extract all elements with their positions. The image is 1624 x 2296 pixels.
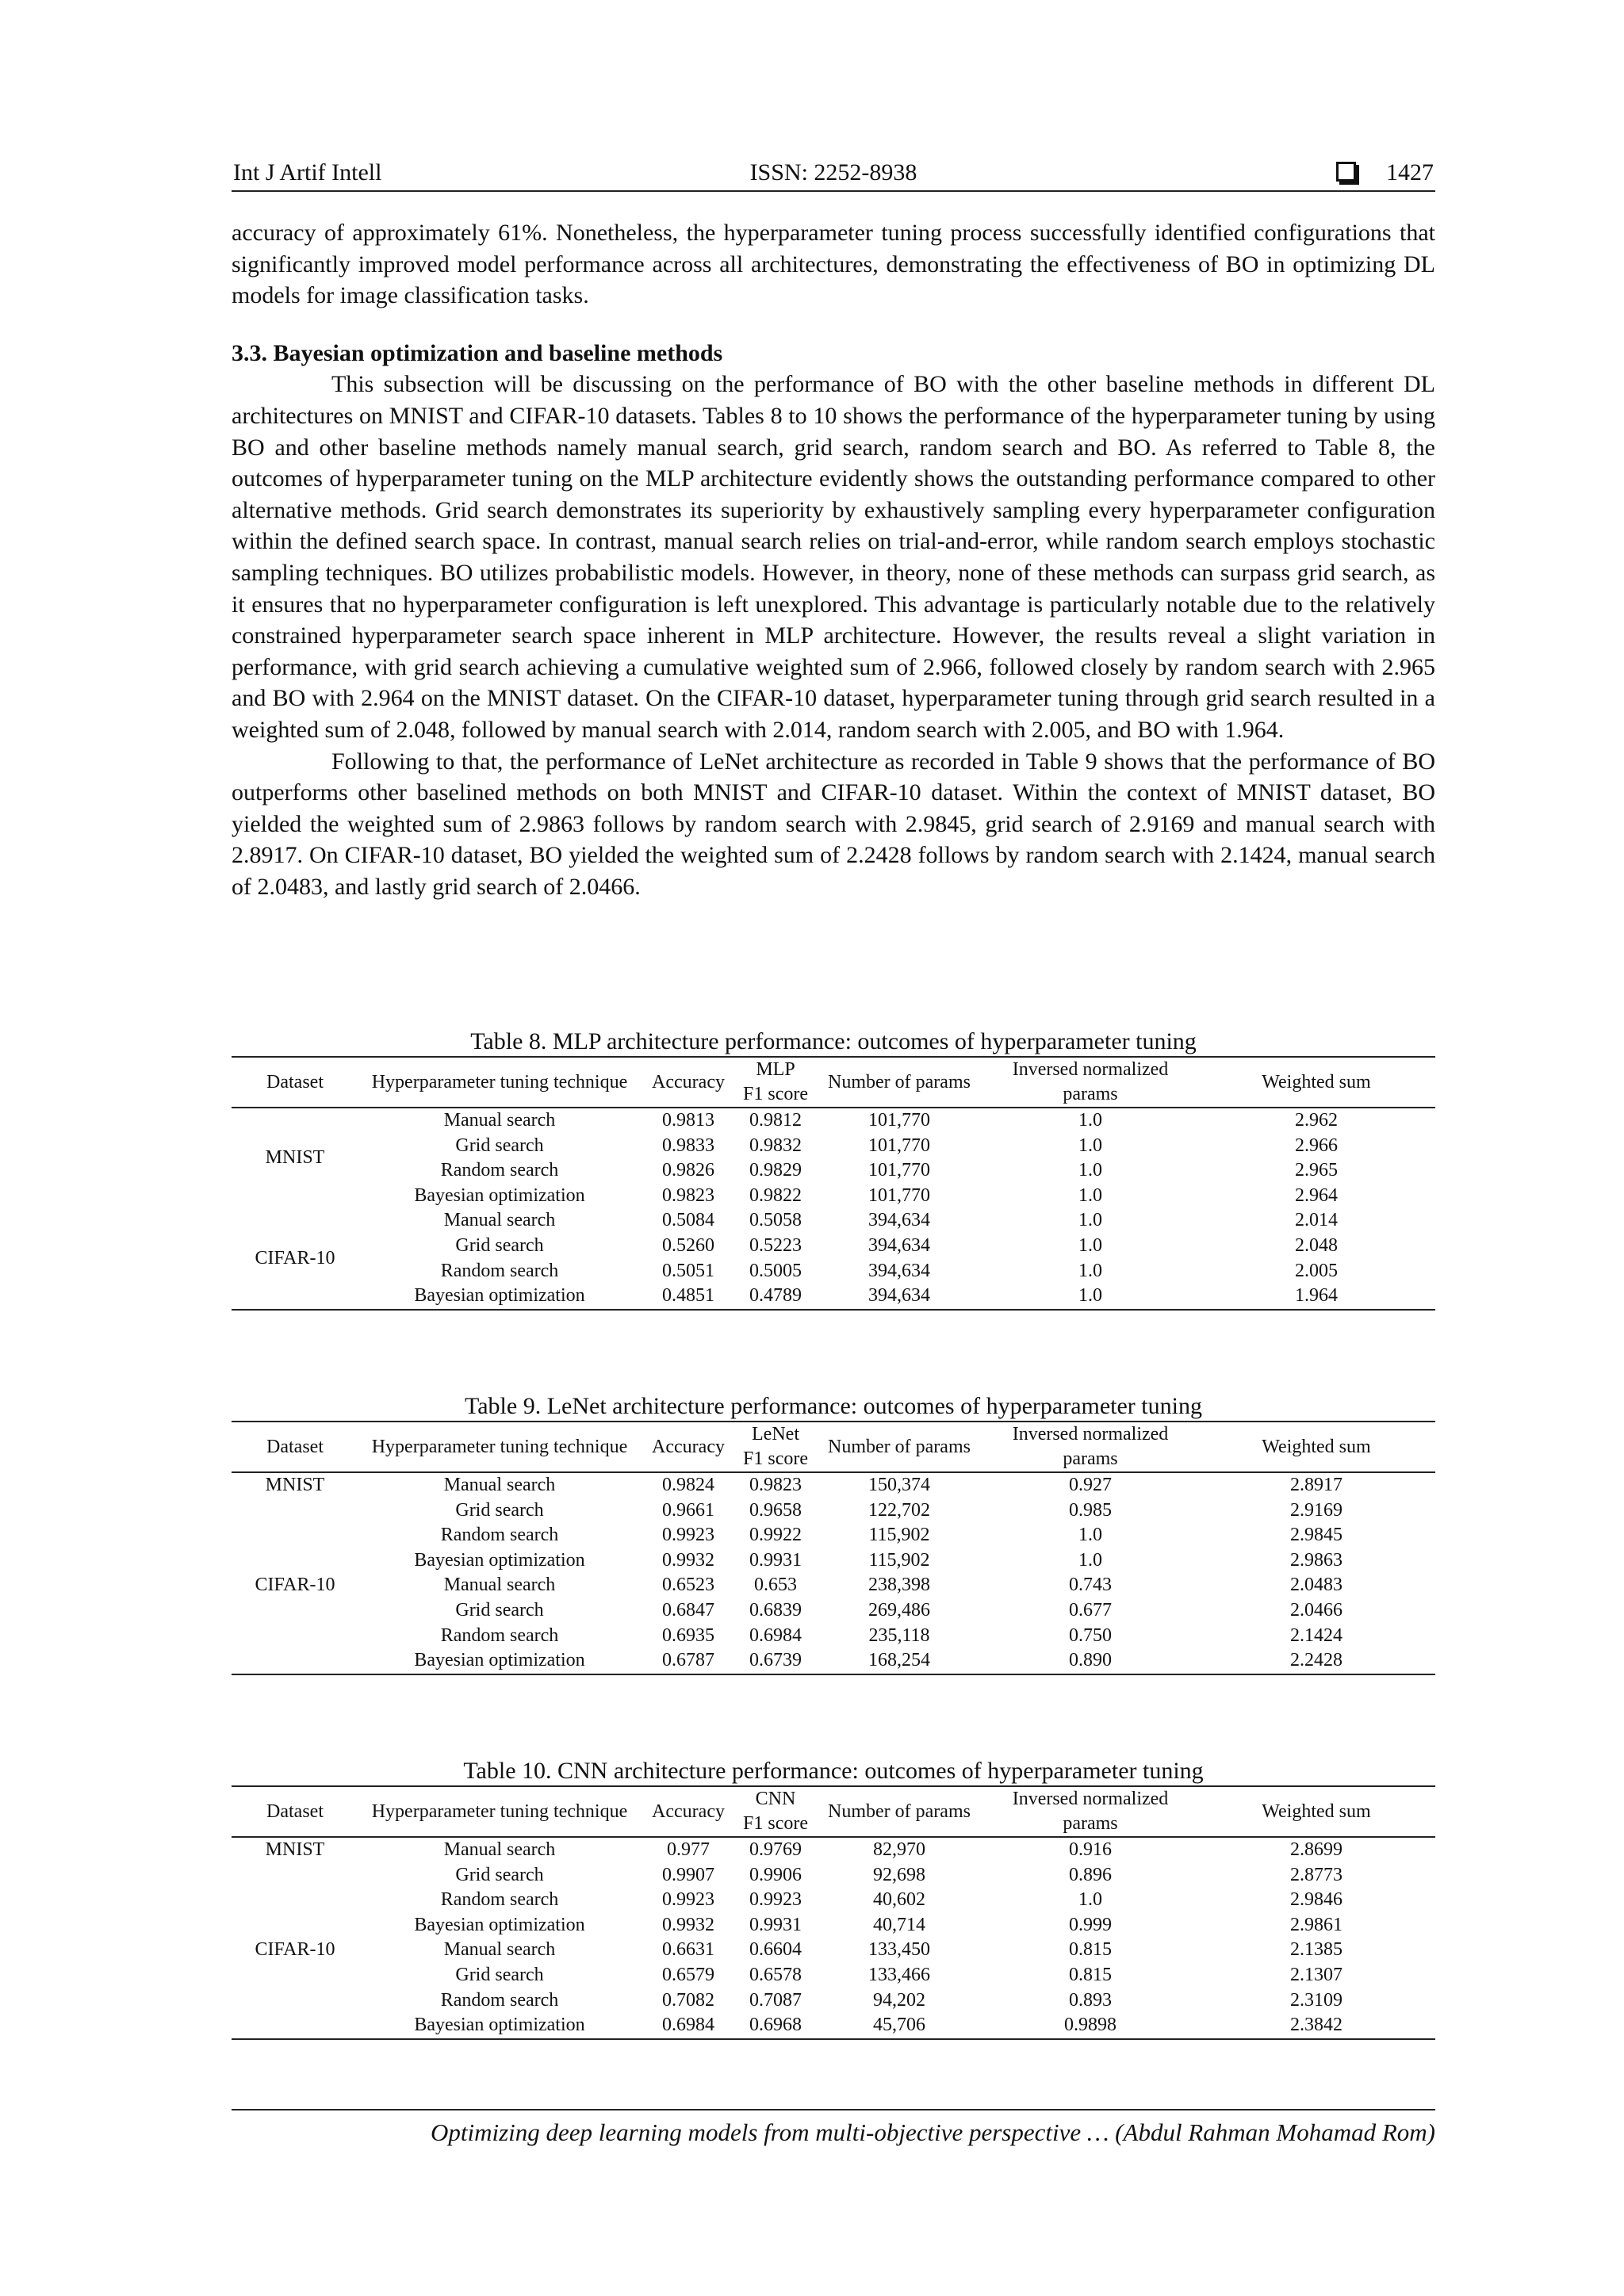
dataset-cell: MNIST — [265, 1839, 325, 1860]
cell: 1.0 — [1078, 1260, 1102, 1281]
dataset-cell: CIFAR-10 — [255, 1575, 335, 1596]
col-weighted-sum: Weighted sum — [1197, 1786, 1435, 1837]
cell: 115,902 — [868, 1525, 930, 1546]
cell: Grid search — [455, 1864, 544, 1885]
cell: 2.964 — [1295, 1184, 1338, 1206]
cell: 0.6984 — [662, 2015, 714, 2036]
table-row — [232, 1472, 1435, 1498]
cell: 0.9833 — [662, 1135, 714, 1156]
cell: 0.977 — [667, 1839, 710, 1860]
cell: 2.9169 — [1290, 1499, 1342, 1521]
table-row — [232, 1938, 1435, 1963]
dataset-cell: CIFAR-10 — [255, 1247, 335, 1269]
cell: 2.9863 — [1290, 1549, 1342, 1571]
cell: 122,702 — [868, 1499, 930, 1521]
col-weighted-sum: Weighted sum — [1197, 1057, 1435, 1108]
table-header-row — [232, 1057, 1435, 1108]
cell: 2.0483 — [1290, 1575, 1342, 1596]
cell: 40,602 — [873, 1889, 925, 1911]
cell: 0.743 — [1069, 1575, 1112, 1596]
cell: 2.9846 — [1290, 1889, 1342, 1911]
running-header — [232, 155, 1435, 192]
cell: 2.965 — [1295, 1160, 1338, 1181]
col-params: Number of params — [815, 1786, 983, 1837]
cell: 0.9922 — [749, 1525, 802, 1546]
cell: 2.3109 — [1290, 1989, 1342, 2011]
cell: 0.6739 — [749, 1650, 802, 1671]
col-accuracy: Accuracy — [641, 1057, 736, 1108]
cell: 0.9661 — [662, 1499, 714, 1521]
col-inv-params: Inversed normalized params — [983, 1422, 1197, 1472]
cell: 0.9658 — [749, 1499, 802, 1521]
cell: 0.6984 — [749, 1624, 802, 1646]
table-caption: Table 8. MLP architecture performance: outcomes of hyperparameter tuning — [470, 1028, 1197, 1054]
table-row — [232, 2013, 1435, 2039]
cell: 0.9813 — [662, 1110, 714, 1131]
col-dataset: Dataset — [232, 1057, 358, 1108]
cell: 0.7087 — [749, 1989, 802, 2011]
table-row — [232, 1158, 1435, 1184]
cell: 0.9898 — [1064, 2015, 1116, 2036]
table-row — [232, 1234, 1435, 1259]
cell: 1.0 — [1078, 1234, 1102, 1256]
journal-name: Int J Artif Intell — [233, 159, 382, 186]
cell: 0.999 — [1069, 1914, 1112, 1935]
cell: 2.962 — [1295, 1110, 1338, 1131]
cell: 0.9931 — [749, 1549, 802, 1571]
cell: Random search — [440, 1160, 559, 1181]
cell: 94,202 — [873, 1989, 925, 2011]
cell: Bayesian optimization — [414, 1285, 585, 1307]
cell: 0.815 — [1069, 1964, 1112, 1985]
col-accuracy: Accuracy — [641, 1422, 736, 1472]
table-body — [232, 1108, 1435, 1310]
cell: 2.9861 — [1290, 1914, 1342, 1935]
dataset-cell: MNIST — [265, 1147, 325, 1169]
cell: 0.5005 — [749, 1260, 802, 1281]
table-row — [232, 1498, 1435, 1524]
cell: 0.9832 — [749, 1135, 802, 1156]
cell: 0.6604 — [749, 1939, 802, 1961]
cell: 0.6631 — [662, 1939, 714, 1961]
table-8 — [232, 1027, 1435, 1311]
cell: 0.5260 — [662, 1234, 714, 1256]
cell: 92,698 — [873, 1864, 925, 1885]
square-bullet-icon — [1336, 162, 1356, 182]
cell: 0.893 — [1069, 1989, 1112, 2011]
cell: 101,770 — [868, 1110, 930, 1131]
results-table — [232, 1421, 1435, 1675]
table-row — [232, 1523, 1435, 1548]
body-content — [232, 217, 1435, 902]
arch-label: MLP — [756, 1059, 795, 1080]
cell: 0.9822 — [749, 1184, 802, 1206]
col-inv-params: Inversed normalized params — [983, 1786, 1197, 1837]
cell: 1.0 — [1078, 1285, 1102, 1307]
table-row — [232, 1863, 1435, 1888]
cell: 2.014 — [1295, 1210, 1338, 1231]
cell: 168,254 — [868, 1650, 930, 1671]
cell: 0.6935 — [662, 1624, 714, 1646]
cell: 1.0 — [1078, 1110, 1102, 1131]
cell: 1.0 — [1078, 1160, 1102, 1181]
cell: 0.5051 — [662, 1260, 714, 1281]
table-row — [232, 1888, 1435, 1913]
page-number-group — [1336, 155, 1434, 190]
cell: Random search — [440, 1624, 559, 1646]
cell: Bayesian optimization — [414, 2015, 585, 2036]
cell: 0.4789 — [749, 1285, 802, 1307]
cell: Grid search — [455, 1135, 544, 1156]
arch-label: LeNet — [752, 1424, 799, 1445]
cell: 0.9829 — [749, 1160, 802, 1181]
results-table — [232, 1785, 1435, 2040]
table-9 — [232, 1392, 1435, 1675]
cell: 2.0466 — [1290, 1599, 1342, 1621]
body-paragraph: This subsection will be discussing on the performance of BO with the other baseline methods in different DL architectures on MNIST and CIFAR-10 datasets. Tables 8 to 10 shows the performance of the hyperparameter tuning by using BO and other baseline methods namely manual search, grid search, random search and BO. As referred to Table 8, the outcomes of hyperparameter tuning on the MLP architecture evidently shows the outstanding performance compared to other alternative methods. Grid search demonstrates its superiority by exhaustively sampling every hyperparameter configuration within the defined search space. In contrast, manual search relies on trial-and-error, while random search employs stochastic sampling techniques. BO utilizes probabilistic models. However, in theory, none of these methods can surpass grid search, as it ensures that no hyperparameter configuration is left unexplored. This advantage is particularly notable due to the relatively constrained hyperparameter search space inherent in MLP architecture. However, the results reveal a slight variation in performance, with grid search achieving a cumulative weighted sum of 2.966, followed closely by random search with 2.965 and BO with 2.964 on the MNIST dataset. On the CIFAR-10 dataset, hyperparameter tuning through grid search resulted in a weighted sum of 2.048, followed by manual search with 2.014, random search with 2.005, and BO with 1.964. — [232, 371, 1435, 743]
cell: 0.5223 — [749, 1234, 802, 1256]
cell: 0.9823 — [662, 1184, 714, 1206]
table-row — [232, 1624, 1435, 1649]
cell: Manual search — [443, 1575, 556, 1596]
cell: 2.1424 — [1290, 1624, 1342, 1646]
cell: Random search — [440, 1889, 559, 1911]
cell: 1.0 — [1078, 1549, 1102, 1571]
cell: Random search — [440, 1989, 559, 2011]
cell: 0.6787 — [662, 1650, 714, 1671]
cell: 0.9932 — [662, 1549, 714, 1571]
cell: 2.8917 — [1290, 1475, 1342, 1495]
col-technique: Hyperparameter tuning technique — [358, 1786, 641, 1837]
table-row — [232, 1988, 1435, 2014]
table-row — [232, 1134, 1435, 1159]
cell: 394,634 — [868, 1285, 930, 1307]
cell: 1.0 — [1078, 1184, 1102, 1206]
cell: 394,634 — [868, 1210, 930, 1231]
table-row — [232, 1184, 1435, 1209]
table-body — [232, 1837, 1435, 2039]
cell: 45,706 — [873, 2015, 925, 2036]
cell: 0.9906 — [749, 1864, 802, 1885]
cell: Grid search — [455, 1964, 544, 1985]
cell: 2.048 — [1295, 1234, 1338, 1256]
cell: 0.896 — [1069, 1864, 1112, 1885]
cell: 0.9923 — [662, 1889, 714, 1911]
cell: Random search — [440, 1260, 559, 1281]
table-row — [232, 1108, 1435, 1134]
cell: 0.927 — [1069, 1475, 1112, 1495]
col-f1: CNN F1 score — [736, 1786, 815, 1837]
cell: 133,466 — [868, 1964, 930, 1985]
cell: Manual search — [443, 1110, 556, 1131]
cell: 0.5084 — [662, 1210, 714, 1231]
table-10 — [232, 1757, 1435, 2040]
cell: 0.6847 — [662, 1599, 714, 1621]
cell: 0.916 — [1069, 1839, 1112, 1860]
table-header-row — [232, 1786, 1435, 1837]
cell: 0.6968 — [749, 2015, 802, 2036]
cell: 238,398 — [868, 1575, 930, 1596]
col-f1: MLP F1 score — [736, 1057, 815, 1108]
cell: 235,118 — [868, 1624, 930, 1646]
cell: Manual search — [443, 1475, 556, 1495]
col-weighted-sum: Weighted sum — [1197, 1422, 1435, 1472]
table-row — [232, 1963, 1435, 1988]
cell: 0.6578 — [749, 1964, 802, 1985]
cell: 0.5058 — [749, 1210, 802, 1231]
cell: 101,770 — [868, 1160, 930, 1181]
cell: 150,374 — [868, 1475, 930, 1495]
table-row — [232, 1648, 1435, 1674]
cell: 0.9932 — [662, 1914, 714, 1935]
cell: 0.985 — [1069, 1499, 1112, 1521]
cell: 82,970 — [873, 1839, 925, 1860]
cell: 0.9931 — [749, 1914, 802, 1935]
table-caption: Table 10. CNN architecture performance: outcomes of hyperparameter tuning — [463, 1758, 1204, 1784]
section-heading: 3.3. Bayesian optimization and baseline methods — [232, 339, 723, 366]
cell: Manual search — [443, 1939, 556, 1961]
cell: Grid search — [455, 1599, 544, 1621]
body-paragraph: Following to that, the performance of LeNet architecture as recorded in Table 9 shows that the performance of BO outperforms other baselined methods on both MNIST and CIFAR-10 dataset. Within the context of MNIST dataset, BO yielded the weighted sum of 2.9863 follows by random search with 2.9845, grid search of 2.9169 and manual search with 2.8917. On CIFAR-10 dataset, BO yielded the weighted sum of 2.2428 follows by random search with 2.1424, manual search of 2.0483, and lastly grid search of 2.0466. — [232, 748, 1435, 900]
cell: 0.6579 — [662, 1964, 714, 1985]
cell: 1.0 — [1078, 1135, 1102, 1156]
col-params: Number of params — [815, 1422, 983, 1472]
cell: 1.0 — [1078, 1889, 1102, 1911]
cell: 0.9923 — [749, 1889, 802, 1911]
cell: Bayesian optimization — [414, 1184, 585, 1206]
dataset-cell: CIFAR-10 — [255, 1939, 335, 1961]
cell: 0.4851 — [662, 1285, 714, 1307]
cell: Bayesian optimization — [414, 1549, 585, 1571]
table-row — [232, 1837, 1435, 1863]
cell: 0.6839 — [749, 1599, 802, 1621]
cell: 2.9845 — [1290, 1525, 1342, 1546]
cell: 0.815 — [1069, 1939, 1112, 1961]
issn: ISSN: 2252-8938 — [749, 159, 917, 186]
cell: 115,902 — [868, 1549, 930, 1571]
intro-paragraph: accuracy of approximately 61%. Nonetheless, the hyperparameter tuning process successfully identified configurations that significantly improved model performance across all architectures, demonstrating the effectiveness of BO in optimizing DL models for image classification tasks. — [232, 220, 1435, 309]
cell: 0.9923 — [662, 1525, 714, 1546]
cell: Grid search — [455, 1499, 544, 1521]
cell: 1.964 — [1295, 1285, 1338, 1307]
cell: 0.9824 — [662, 1475, 714, 1495]
cell: 133,450 — [868, 1939, 930, 1961]
col-inv-params: Inversed normalized params — [983, 1057, 1197, 1108]
cell: 394,634 — [868, 1260, 930, 1281]
cell: 0.677 — [1069, 1599, 1112, 1621]
col-dataset: Dataset — [232, 1422, 358, 1472]
cell: Bayesian optimization — [414, 1650, 585, 1671]
col-technique: Hyperparameter tuning technique — [358, 1422, 641, 1472]
cell: 0.9812 — [749, 1110, 802, 1131]
cell: 2.8773 — [1290, 1864, 1342, 1885]
cell: 101,770 — [868, 1184, 930, 1206]
cell: 2.1385 — [1290, 1939, 1342, 1961]
table-row — [232, 1573, 1435, 1598]
cell: 2.005 — [1295, 1260, 1338, 1281]
cell: 101,770 — [868, 1135, 930, 1156]
cell: 0.9907 — [662, 1864, 714, 1885]
cell: 0.750 — [1069, 1624, 1112, 1646]
cell: 0.9823 — [749, 1475, 802, 1495]
cell: 0.6523 — [662, 1575, 714, 1596]
cell: 394,634 — [868, 1234, 930, 1256]
table-row — [232, 1284, 1435, 1310]
cell: 0.9769 — [749, 1839, 802, 1860]
cell: Random search — [440, 1525, 559, 1546]
cell: 2.2428 — [1290, 1650, 1342, 1671]
col-dataset: Dataset — [232, 1786, 358, 1837]
col-f1: LeNet F1 score — [736, 1422, 815, 1472]
cell: 269,486 — [868, 1599, 930, 1621]
table-row — [232, 1208, 1435, 1234]
cell: 0.7082 — [662, 1989, 714, 2011]
cell: Manual search — [443, 1210, 556, 1231]
cell: 2.1307 — [1290, 1964, 1342, 1985]
cell: 0.653 — [754, 1575, 797, 1596]
cell: 0.9826 — [662, 1160, 714, 1181]
page-number: 1427 — [1386, 159, 1434, 186]
cell: 2.8699 — [1290, 1839, 1342, 1860]
col-technique: Hyperparameter tuning technique — [358, 1057, 641, 1108]
cell: Manual search — [443, 1839, 556, 1860]
results-table — [232, 1056, 1435, 1311]
cell: Bayesian optimization — [414, 1914, 585, 1935]
table-row — [232, 1913, 1435, 1938]
table-header-row — [232, 1422, 1435, 1472]
col-params: Number of params — [815, 1057, 983, 1108]
cell: 2.966 — [1295, 1135, 1338, 1156]
table-row — [232, 1548, 1435, 1574]
cell: 0.890 — [1069, 1650, 1112, 1671]
table-row — [232, 1259, 1435, 1284]
cell: Grid search — [455, 1234, 544, 1256]
dataset-cell: MNIST — [265, 1475, 325, 1495]
table-row — [232, 1598, 1435, 1624]
cell: 1.0 — [1078, 1210, 1102, 1231]
table-body — [232, 1472, 1435, 1674]
table-caption: Table 9. LeNet architecture performance: outcomes of hyperparameter tuning — [465, 1393, 1202, 1419]
cell: 1.0 — [1078, 1525, 1102, 1546]
cell: 2.3842 — [1290, 2015, 1342, 2036]
col-accuracy: Accuracy — [641, 1786, 736, 1837]
arch-label: CNN — [755, 1789, 796, 1809]
running-footer: Optimizing deep learning models from multi-objective perspective … (Abdul Rahman Mohamad Rom) — [232, 2109, 1435, 2147]
cell: 40,714 — [873, 1914, 925, 1935]
